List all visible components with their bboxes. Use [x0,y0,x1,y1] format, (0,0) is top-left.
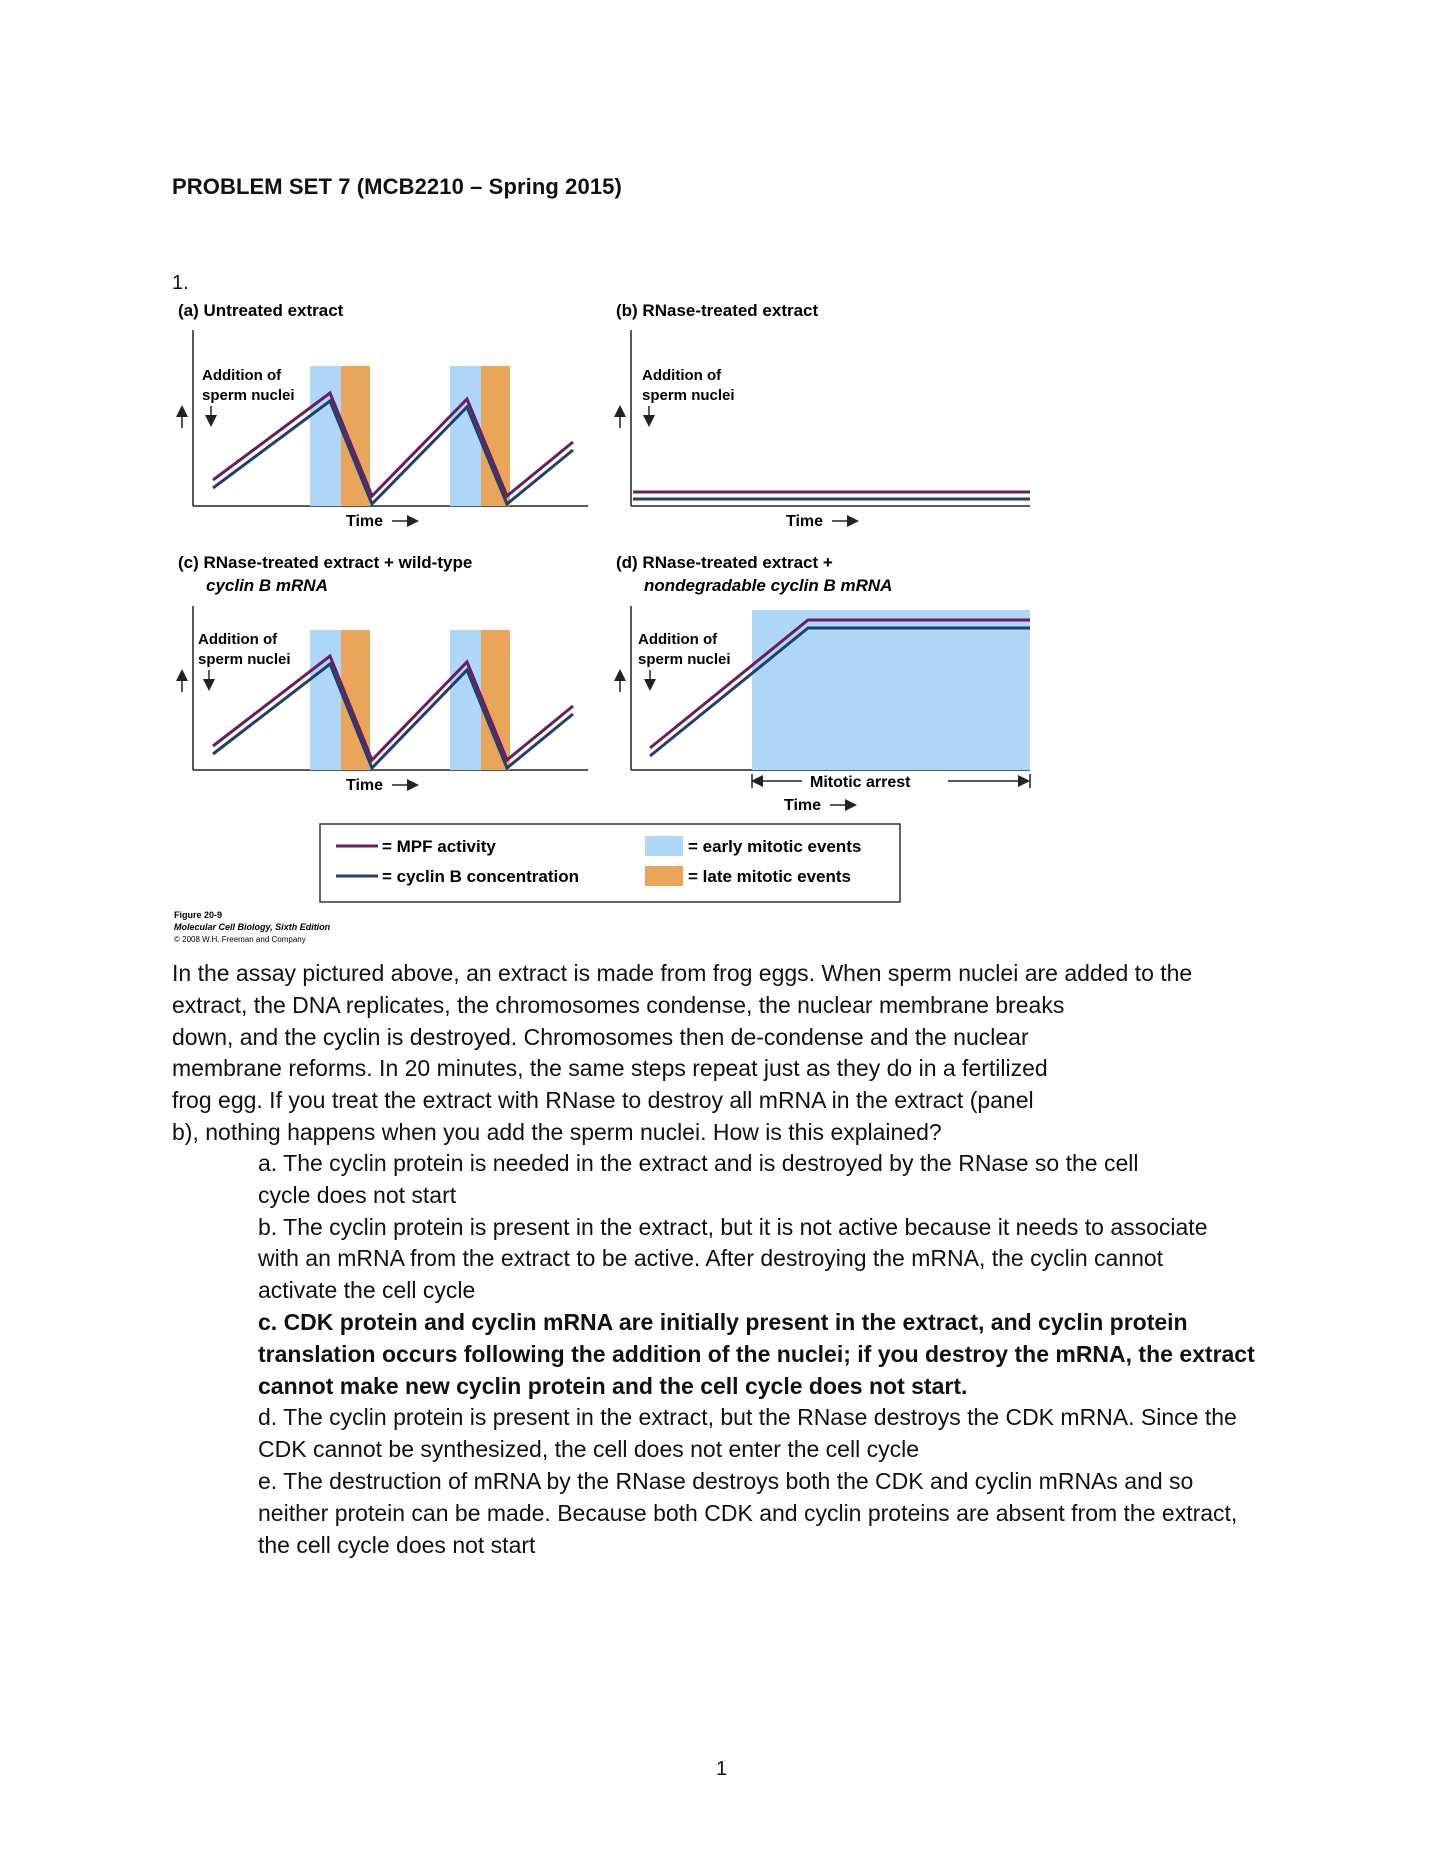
option-b [258,1212,1298,1307]
panel-d-title-line2: nondegradable cyclin B mRNA [644,576,893,595]
panel-a-addition-line2: sperm nuclei [202,387,295,404]
panel-d-addition-line2: sperm nuclei [638,651,731,668]
legend-cyclin: = cyclin B concentration [382,867,579,886]
option-line: translation occurs following the addition of the nuclei; if you destroy the mRNA, the extract [258,1340,1255,1367]
panel-a-title: (a) Untreated extract [178,301,344,320]
question-line: frog egg. If you treat the extract with RNase to destroy all mRNA in the extract (panel [172,1087,1034,1114]
question-line: membrane reforms. In 20 minutes, the same steps repeat just as they do in a fertilized [172,1055,1048,1082]
panel-a [178,301,588,530]
panel-d [616,553,1030,814]
late-swatch [645,866,683,886]
figure-legend [320,824,900,902]
panel-c-title-line2: cyclin B mRNA [206,576,328,595]
figure-20-9 [170,296,1070,956]
mitotic-arrest-label: Mitotic arrest [810,774,911,791]
option-d [258,1402,1298,1466]
option-line: cycle does not start [258,1181,457,1208]
legend-early: = early mitotic events [688,837,862,856]
credit-book: Molecular Cell Biology, Sixth Edition [174,922,331,932]
panel-c-xaxis: Time [346,777,384,794]
page-number: 1 [716,1758,728,1780]
panel-c-title-line1: (c) RNase-treated extract + wild-type [178,553,473,572]
credit-copyright: © 2008 W.H. Freeman and Company [174,935,306,944]
question-line: In the assay pictured above, an extract is made from frog eggs. When sperm nuclei are added to the [172,960,1193,986]
option-line: b. The cyclin protein is present in the extract, but it is not active because it needs to associate [258,1213,1208,1240]
panel-a-addition-line1: Addition of [202,367,282,384]
panel-c-addition-line1: Addition of [198,631,278,648]
panel-d-title-line1: (d) RNase-treated extract + [616,553,833,572]
option-line: neither protein can be made. Because both CDK and cyclin proteins are absent from the extract, [258,1499,1238,1526]
option-line: d. The cyclin protein is present in the extract, but the RNase destroys the CDK mRNA. Since the [258,1404,1237,1431]
panel-b-addition-line2: sperm nuclei [642,387,735,404]
option-line: e. The destruction of mRNA by the RNase destroys both the CDK and cyclin mRNAs and so [258,1467,1194,1494]
legend-late: = late mitotic events [688,867,851,886]
early-swatch [645,836,683,856]
panel-b-xaxis: Time [786,513,824,530]
option-line: c. CDK protein and cyclin mRNA are initially present in the extract, and cyclin protein [258,1308,1188,1335]
option-line: the cell cycle does not start [258,1531,536,1558]
figure-credit [174,910,331,944]
page-title: PROBLEM SET 7 (MCB2210 – Spring 2015) [172,174,622,199]
answer-options [258,1148,1298,1561]
option-c-correct [258,1307,1298,1402]
question-number: 1. [172,272,189,294]
option-line: CDK cannot be synthesized, the cell does not enter the cell cycle [258,1436,919,1463]
question-line: extract, the DNA replicates, the chromosomes condense, the nuclear membrane breaks [172,991,1065,1018]
panel-b [616,301,1030,530]
question-line: b), nothing happens when you add the sperm nuclei. How is this explained? [172,1118,942,1145]
panel-d-xaxis: Time [784,797,822,814]
option-e [258,1466,1298,1561]
option-line: with an mRNA from the extract to be active. After destroying the mRNA, the cyclin cannot [258,1245,1164,1272]
credit-figure: Figure 20-9 [174,910,223,920]
panel-a-xaxis: Time [346,513,384,530]
panel-d-addition-line1: Addition of [638,631,718,648]
option-a [258,1148,1298,1212]
legend-mpf: = MPF activity [382,837,496,856]
panel-b-addition-line1: Addition of [642,367,722,384]
question-text [172,958,1282,1149]
panel-b-title: (b) RNase-treated extract [616,301,819,320]
option-line: a. The cyclin protein is needed in the extract and is destroyed by the RNase so the cell [258,1150,1139,1176]
panel-c [178,553,588,794]
panel-c-addition-line2: sperm nuclei [198,651,291,668]
option-line: cannot make new cyclin protein and the cell cycle does not start. [258,1372,968,1399]
option-line: activate the cell cycle [258,1277,476,1304]
question-line: down, and the cyclin is destroyed. Chromosomes then de-condense and the nuclear [172,1023,1029,1050]
